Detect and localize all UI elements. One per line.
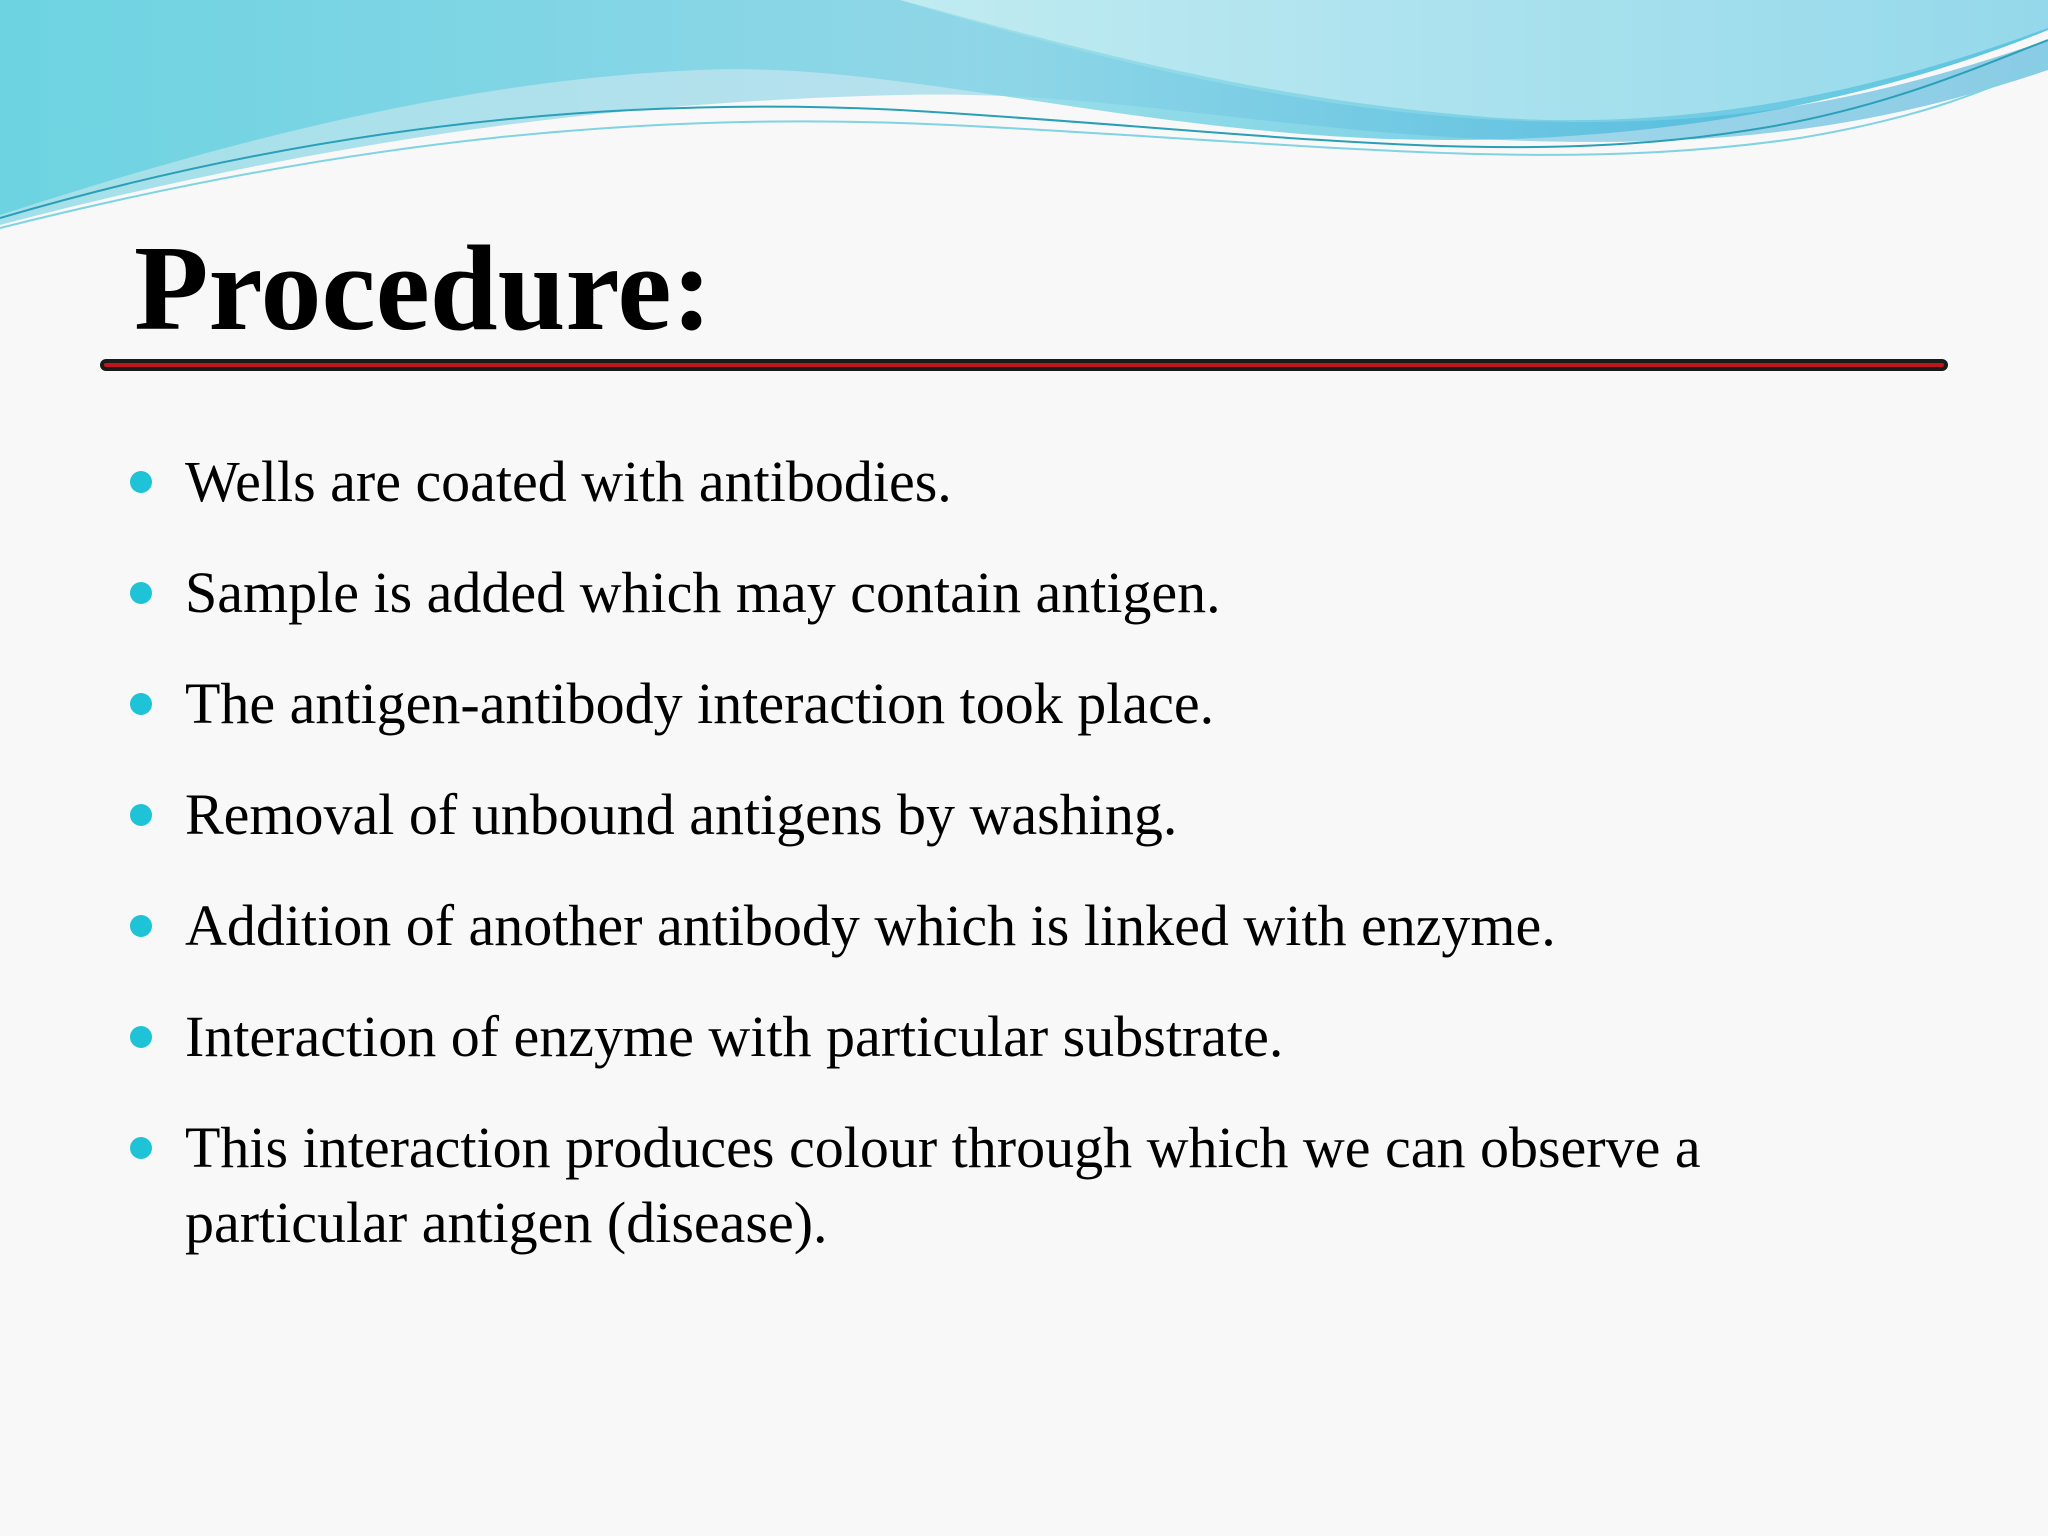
bullet-text: This interaction produces colour through which we can observe a particular antigen (disease). xyxy=(185,1115,1701,1255)
bullet-dot-icon xyxy=(130,471,152,493)
bullet-dot-icon xyxy=(130,693,152,715)
slide-title: Procedure: xyxy=(134,221,713,356)
bullet-dot-icon xyxy=(130,582,152,604)
list-item xyxy=(0,444,2048,519)
bullet-text: Wells are coated with antibodies. xyxy=(185,449,952,514)
list-item xyxy=(0,1110,2048,1260)
bullet-text: Addition of another antibody which is linked with enzyme. xyxy=(185,893,1556,958)
bullet-dot-icon xyxy=(130,1137,152,1159)
list-item xyxy=(0,777,2048,852)
list-item xyxy=(0,666,2048,741)
bullet-text: The antigen-antibody interaction took place. xyxy=(185,671,1215,736)
bullet-dot-icon xyxy=(130,1026,152,1048)
bullet-list xyxy=(0,444,2048,1296)
bullet-text: Removal of unbound antigens by washing. xyxy=(185,782,1178,847)
wave-header-decoration xyxy=(0,0,2048,240)
bullet-text: Interaction of enzyme with particular substrate. xyxy=(185,1004,1284,1069)
list-item xyxy=(0,555,2048,630)
title-underline-accent xyxy=(104,363,1944,367)
list-item xyxy=(0,888,2048,963)
bullet-text: Sample is added which may contain antigen. xyxy=(185,560,1221,625)
list-item xyxy=(0,999,2048,1074)
bullet-dot-icon xyxy=(130,915,152,937)
bullet-dot-icon xyxy=(130,804,152,826)
